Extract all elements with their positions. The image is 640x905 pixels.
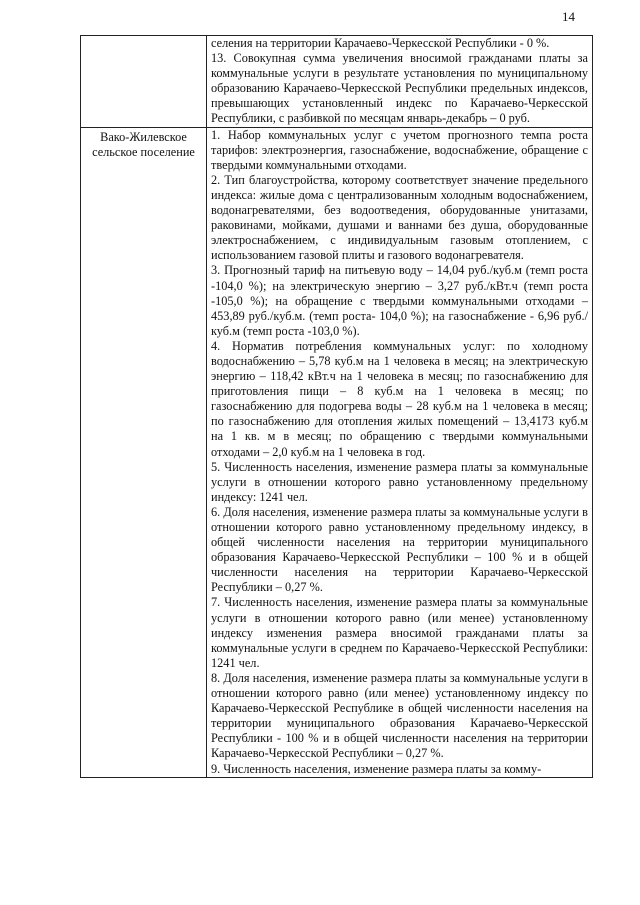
paragraph: 4. Норматив потребления коммунальных услуг: по холодному водоснабжению – 5,78 куб.м на 1 человека в месяц; на электрическую энергию – 118,42 кВт.ч на 1 человека в месяц; по газоснабжению для приготовления пищи – 8 куб.м на 1 человека в месяц; по газоснабжению для подогрева воды – 28 куб.м на 1 человека в месяц; по газоснабжению для отопления жилых помещений – 13,4173 куб.м на 1 кв. м в месяц; по обращению с твердыми коммунальными отходами – 2,0 куб.м на 1 человека в год.: [211, 338, 588, 459]
paragraph: 5. Численность населения, изменение размера платы за коммунальные услуги в отношении которого равно установленному предельному индексу: 1241 чел.: [211, 459, 588, 504]
paragraph: 1. Набор коммунальных услуг с учетом прогнозного темпа роста тарифов: электроэнергия, газоснабжение, водоснабжение, обращение с твердыми коммунальными отходами.: [211, 127, 588, 172]
paragraph: 8. Доля населения, изменение размера платы за коммунальные услуги в отношении которого равно (или менее) установленному индексу по Карачаево-Черкесской Республике в общей численности населения на территории муниципального образования Карачаево-Черкесской Республики - 100 % и в общей численности населения на территории Карачаево-Черкесской Республики – 0,27 %.: [211, 670, 588, 761]
municipality-cell: Вако-Жилевское сельское поселение: [81, 127, 207, 777]
paragraph: 7. Численность населения, изменение размера платы за коммунальные услуги в отношении которого равно (или менее) установленному индексу изменения размера вносимой гражданами платы за коммунальные услуги в среднем по Карачаево-Черкесской Республики: 1241 чел.: [211, 595, 588, 670]
paragraph: 3. Прогнозный тариф на питьевую воду – 14,04 руб./куб.м (темп роста -104,0 %); на электрическую энергию – 3,27 руб./кВт.ч (темп роста -105,0 %); на обращение с твердыми коммунальными отходами – 453,89 руб./куб.м. (темп роста- 104,0 %); на газоснабжение - 6,96 руб./куб.м (темп роста -103,0 %).: [211, 263, 588, 338]
tariff-table: [80, 35, 593, 778]
paragraph: 6. Доля населения, изменение размера платы за коммунальные услуги в отношении которого равно установленному предельному индексу, в общей численности населения на территории муниципального образования Карачаево-Черкесской Республики – 100 % и в общей численности населения на территории Карачаево-Черкесской Республики – 0,27 %.: [211, 504, 588, 595]
paragraph: 13. Совокупная сумма увеличения вносимой гражданами платы за коммунальные услуги в результате установления по муниципальному образованию Карачаево-Черкесской Республики предельных индексов, превышающих установленный индекс по Карачаево-Черкесской Республики, с разбивкой по месяцам январь-декабрь – 0 руб.: [211, 51, 588, 126]
paragraph: 2. Тип благоустройства, которому соответствует значение предельного индекса: жилые дома с централизованным холодным водоснабжением, водонагревателями, без водоотведения, оборудованные унитазами, раковинами, мойками, душами и ваннами без душа, оборудованные электроснабжением, с индивидуальным газовым отоплением, с использованием газовой плиты и газового водонагревателя.: [211, 172, 588, 263]
table-row: [81, 127, 593, 777]
table-row: [81, 36, 593, 128]
details-cell: [207, 127, 593, 777]
paragraph: селения на территории Карачаево-Черкесской Республики - 0 %.: [211, 36, 550, 50]
page-number: 14: [562, 9, 575, 24]
paragraph: 9. Численность населения, изменение размера платы за комму-: [211, 761, 542, 776]
details-cell: [207, 36, 593, 128]
municipality-cell: [81, 36, 207, 128]
